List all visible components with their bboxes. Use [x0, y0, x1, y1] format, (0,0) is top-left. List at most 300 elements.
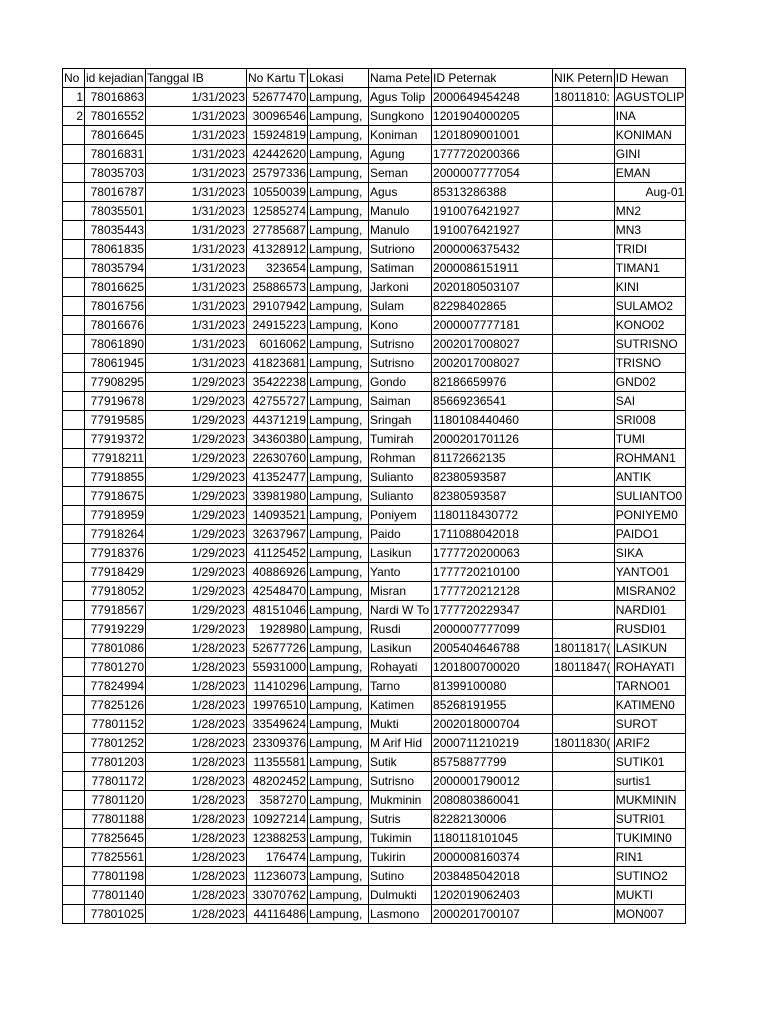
cell-tanggal-ib[interactable]: 1/29/2023 [146, 411, 247, 430]
cell-nik-peternak[interactable] [553, 677, 615, 696]
cell-id-peternak[interactable]: 2080803860041 [432, 791, 553, 810]
cell-tanggal-ib[interactable]: 1/31/2023 [146, 126, 247, 145]
cell-lokasi[interactable]: Lampung, [308, 373, 369, 392]
cell-no-kartu[interactable]: 33549624 [247, 715, 308, 734]
cell-id-hewan[interactable]: SULIANTO0 [614, 487, 685, 506]
cell-nama-peternak[interactable]: Mukti [369, 715, 432, 734]
cell-id-hewan[interactable]: ROHAYATI [614, 658, 685, 677]
cell-no-kartu[interactable]: 3587270 [247, 791, 308, 810]
cell-id-hewan[interactable]: RUSDI01 [614, 620, 685, 639]
cell-lokasi[interactable]: Lampung, [308, 354, 369, 373]
cell-no-kartu[interactable]: 11355581 [247, 753, 308, 772]
cell-id-kejadian[interactable]: 78016552 [85, 107, 146, 126]
cell-no-kartu[interactable]: 41328912 [247, 240, 308, 259]
cell-nama-peternak[interactable]: Katimen [369, 696, 432, 715]
cell-no-kartu[interactable]: 42548470 [247, 582, 308, 601]
cell-id-peternak[interactable]: 2000649454248 [432, 88, 553, 107]
cell-no[interactable] [63, 145, 85, 164]
cell-nik-peternak[interactable] [553, 810, 615, 829]
cell-id-hewan[interactable]: ROHMAN1 [614, 449, 685, 468]
cell-nik-peternak[interactable] [553, 867, 615, 886]
cell-id-kejadian[interactable]: 78016863 [85, 88, 146, 107]
cell-no[interactable] [63, 639, 85, 658]
cell-no-kartu[interactable]: 10550039 [247, 183, 308, 202]
cell-id-kejadian[interactable]: 78061835 [85, 240, 146, 259]
cell-nik-peternak[interactable] [553, 487, 615, 506]
cell-id-peternak[interactable]: 1711088042018 [432, 525, 553, 544]
cell-id-peternak[interactable]: 85268191955 [432, 696, 553, 715]
cell-id-peternak[interactable]: 1777720200063 [432, 544, 553, 563]
cell-nik-peternak[interactable] [553, 145, 615, 164]
cell-no-kartu[interactable]: 6016062 [247, 335, 308, 354]
cell-id-hewan[interactable]: KINI [614, 278, 685, 297]
cell-no-kartu[interactable]: 48202452 [247, 772, 308, 791]
cell-no-kartu[interactable]: 11236073 [247, 867, 308, 886]
cell-no-kartu[interactable]: 323654 [247, 259, 308, 278]
cell-no-kartu[interactable]: 14093521 [247, 506, 308, 525]
cell-lokasi[interactable]: Lampung, [308, 107, 369, 126]
cell-no[interactable] [63, 563, 85, 582]
cell-nama-peternak[interactable]: Sungkono [369, 107, 432, 126]
cell-lokasi[interactable]: Lampung, [308, 335, 369, 354]
cell-no[interactable] [63, 658, 85, 677]
cell-id-peternak[interactable]: 1202019062403 [432, 886, 553, 905]
cell-tanggal-ib[interactable]: 1/28/2023 [146, 734, 247, 753]
cell-id-peternak[interactable]: 82380593587 [432, 468, 553, 487]
cell-id-kejadian[interactable]: 77801198 [85, 867, 146, 886]
cell-tanggal-ib[interactable]: 1/29/2023 [146, 392, 247, 411]
cell-no[interactable] [63, 715, 85, 734]
cell-no[interactable]: 2 [63, 107, 85, 126]
cell-lokasi[interactable]: Lampung, [308, 316, 369, 335]
cell-lokasi[interactable]: Lampung, [308, 126, 369, 145]
cell-nama-peternak[interactable]: Sutrisno [369, 354, 432, 373]
cell-no[interactable] [63, 791, 85, 810]
cell-tanggal-ib[interactable]: 1/29/2023 [146, 601, 247, 620]
cell-tanggal-ib[interactable]: 1/31/2023 [146, 202, 247, 221]
cell-tanggal-ib[interactable]: 1/31/2023 [146, 164, 247, 183]
cell-id-hewan[interactable]: GINI [614, 145, 685, 164]
cell-id-hewan[interactable]: SIKA [614, 544, 685, 563]
cell-id-hewan[interactable]: TUMI [614, 430, 685, 449]
cell-nama-peternak[interactable]: Sutris [369, 810, 432, 829]
cell-id-kejadian[interactable]: 77801252 [85, 734, 146, 753]
cell-lokasi[interactable]: Lampung, [308, 525, 369, 544]
cell-id-kejadian[interactable]: 77918211 [85, 449, 146, 468]
cell-id-kejadian[interactable]: 77918264 [85, 525, 146, 544]
cell-id-hewan[interactable]: SUTIK01 [614, 753, 685, 772]
cell-tanggal-ib[interactable]: 1/31/2023 [146, 240, 247, 259]
cell-no-kartu[interactable]: 10927214 [247, 810, 308, 829]
cell-id-hewan[interactable]: surtis1 [614, 772, 685, 791]
cell-tanggal-ib[interactable]: 1/31/2023 [146, 354, 247, 373]
cell-id-peternak[interactable]: 1777720212128 [432, 582, 553, 601]
cell-no[interactable] [63, 506, 85, 525]
cell-no-kartu[interactable]: 176474 [247, 848, 308, 867]
cell-nik-peternak[interactable] [553, 183, 615, 202]
cell-id-peternak[interactable]: 2000201700107 [432, 905, 553, 924]
cell-id-hewan[interactable]: TUKIMIN0 [614, 829, 685, 848]
cell-no-kartu[interactable]: 40886926 [247, 563, 308, 582]
cell-no[interactable]: 1 [63, 88, 85, 107]
cell-id-peternak[interactable]: 2000201701126 [432, 430, 553, 449]
cell-nik-peternak[interactable] [553, 354, 615, 373]
header-no-kartu[interactable]: No Kartu T [247, 69, 308, 88]
cell-no-kartu[interactable]: 35422238 [247, 373, 308, 392]
cell-id-hewan[interactable]: SUTINO2 [614, 867, 685, 886]
cell-id-kejadian[interactable]: 78016625 [85, 278, 146, 297]
cell-tanggal-ib[interactable]: 1/31/2023 [146, 183, 247, 202]
cell-no[interactable] [63, 601, 85, 620]
cell-no-kartu[interactable]: 44116486 [247, 905, 308, 924]
cell-no-kartu[interactable]: 41352477 [247, 468, 308, 487]
cell-id-kejadian[interactable]: 78035703 [85, 164, 146, 183]
header-no[interactable]: No [63, 69, 85, 88]
cell-lokasi[interactable]: Lampung, [308, 221, 369, 240]
cell-lokasi[interactable]: Lampung, [308, 829, 369, 848]
cell-id-peternak[interactable]: 1910076421927 [432, 221, 553, 240]
cell-lokasi[interactable]: Lampung, [308, 563, 369, 582]
cell-nik-peternak[interactable] [553, 202, 615, 221]
cell-lokasi[interactable]: Lampung, [308, 620, 369, 639]
cell-id-hewan[interactable]: TARNO01 [614, 677, 685, 696]
cell-id-peternak[interactable]: 2002017008027 [432, 335, 553, 354]
cell-id-hewan[interactable]: NARDI01 [614, 601, 685, 620]
cell-nik-peternak[interactable] [553, 278, 615, 297]
cell-id-hewan[interactable]: PONIYEM0 [614, 506, 685, 525]
cell-no[interactable] [63, 221, 85, 240]
cell-id-kejadian[interactable]: 78035501 [85, 202, 146, 221]
cell-nama-peternak[interactable]: Seman [369, 164, 432, 183]
cell-id-kejadian[interactable]: 78016787 [85, 183, 146, 202]
cell-nama-peternak[interactable]: Sutik [369, 753, 432, 772]
cell-nik-peternak[interactable] [553, 373, 615, 392]
cell-no[interactable] [63, 753, 85, 772]
cell-nik-peternak[interactable] [553, 620, 615, 639]
cell-tanggal-ib[interactable]: 1/28/2023 [146, 810, 247, 829]
header-id-kejadian[interactable]: id kejadian [85, 69, 146, 88]
cell-no[interactable] [63, 259, 85, 278]
cell-id-kejadian[interactable]: 77919585 [85, 411, 146, 430]
cell-no[interactable] [63, 544, 85, 563]
cell-id-peternak[interactable]: 1201904000205 [432, 107, 553, 126]
cell-nik-peternak[interactable] [553, 297, 615, 316]
cell-nik-peternak[interactable] [553, 848, 615, 867]
cell-tanggal-ib[interactable]: 1/28/2023 [146, 696, 247, 715]
cell-id-hewan[interactable]: TIMAN1 [614, 259, 685, 278]
cell-tanggal-ib[interactable]: 1/28/2023 [146, 677, 247, 696]
cell-tanggal-ib[interactable]: 1/31/2023 [146, 335, 247, 354]
cell-lokasi[interactable]: Lampung, [308, 867, 369, 886]
cell-tanggal-ib[interactable]: 1/29/2023 [146, 487, 247, 506]
cell-id-kejadian[interactable]: 77918052 [85, 582, 146, 601]
cell-id-peternak[interactable]: 2000008160374 [432, 848, 553, 867]
cell-id-peternak[interactable]: 85313286388 [432, 183, 553, 202]
cell-tanggal-ib[interactable]: 1/31/2023 [146, 107, 247, 126]
cell-tanggal-ib[interactable]: 1/28/2023 [146, 791, 247, 810]
cell-id-hewan[interactable]: Aug-01 [614, 183, 685, 202]
cell-no-kartu[interactable]: 44371219 [247, 411, 308, 430]
cell-id-peternak[interactable]: 82380593587 [432, 487, 553, 506]
cell-lokasi[interactable]: Lampung, [308, 886, 369, 905]
cell-tanggal-ib[interactable]: 1/31/2023 [146, 259, 247, 278]
cell-tanggal-ib[interactable]: 1/29/2023 [146, 525, 247, 544]
cell-no[interactable] [63, 392, 85, 411]
cell-tanggal-ib[interactable]: 1/28/2023 [146, 753, 247, 772]
cell-id-hewan[interactable]: MUKMININ [614, 791, 685, 810]
cell-tanggal-ib[interactable]: 1/31/2023 [146, 278, 247, 297]
cell-id-hewan[interactable]: SUTRI01 [614, 810, 685, 829]
cell-lokasi[interactable]: Lampung, [308, 297, 369, 316]
cell-id-kejadian[interactable]: 78061890 [85, 335, 146, 354]
cell-nik-peternak[interactable] [553, 582, 615, 601]
cell-id-hewan[interactable]: EMAN [614, 164, 685, 183]
cell-id-peternak[interactable]: 2002018000704 [432, 715, 553, 734]
cell-nik-peternak[interactable] [553, 316, 615, 335]
cell-nama-peternak[interactable]: Rohayati [369, 658, 432, 677]
cell-id-peternak[interactable]: 82298402865 [432, 297, 553, 316]
cell-id-kejadian[interactable]: 77801086 [85, 639, 146, 658]
cell-tanggal-ib[interactable]: 1/28/2023 [146, 639, 247, 658]
cell-lokasi[interactable]: Lampung, [308, 791, 369, 810]
cell-tanggal-ib[interactable]: 1/29/2023 [146, 373, 247, 392]
cell-nama-peternak[interactable]: Manulo [369, 221, 432, 240]
cell-id-hewan[interactable]: SAI [614, 392, 685, 411]
cell-no-kartu[interactable]: 41823681 [247, 354, 308, 373]
cell-nama-peternak[interactable]: Sutino [369, 867, 432, 886]
cell-lokasi[interactable]: Lampung, [308, 905, 369, 924]
cell-lokasi[interactable]: Lampung, [308, 658, 369, 677]
cell-no-kartu[interactable]: 52677470 [247, 88, 308, 107]
cell-nik-peternak[interactable] [553, 715, 615, 734]
cell-no[interactable] [63, 278, 85, 297]
cell-nama-peternak[interactable]: Nardi W To [369, 601, 432, 620]
cell-nama-peternak[interactable]: Saiman [369, 392, 432, 411]
cell-no[interactable] [63, 183, 85, 202]
cell-id-hewan[interactable]: YANTO01 [614, 563, 685, 582]
cell-lokasi[interactable]: Lampung, [308, 202, 369, 221]
cell-no-kartu[interactable]: 27785687 [247, 221, 308, 240]
cell-no-kartu[interactable]: 11410296 [247, 677, 308, 696]
cell-no-kartu[interactable]: 30096546 [247, 107, 308, 126]
cell-no-kartu[interactable]: 41125452 [247, 544, 308, 563]
cell-id-peternak[interactable]: 1201800700020 [432, 658, 553, 677]
cell-nik-peternak[interactable] [553, 829, 615, 848]
cell-no[interactable] [63, 468, 85, 487]
cell-id-hewan[interactable]: ARIF2 [614, 734, 685, 753]
cell-lokasi[interactable]: Lampung, [308, 487, 369, 506]
cell-id-hewan[interactable]: KATIMEN0 [614, 696, 685, 715]
cell-id-hewan[interactable]: TRIDI [614, 240, 685, 259]
cell-no[interactable] [63, 810, 85, 829]
cell-nama-peternak[interactable]: M Arif Hid [369, 734, 432, 753]
header-id-hewan[interactable]: ID Hewan [614, 69, 685, 88]
cell-nama-peternak[interactable]: Manulo [369, 202, 432, 221]
cell-nama-peternak[interactable]: Jarkoni [369, 278, 432, 297]
cell-nama-peternak[interactable]: Lasikun [369, 544, 432, 563]
cell-no-kartu[interactable]: 22630760 [247, 449, 308, 468]
cell-id-peternak[interactable]: 1910076421927 [432, 202, 553, 221]
cell-id-kejadian[interactable]: 77801140 [85, 886, 146, 905]
cell-id-hewan[interactable]: AGUSTOLIP [614, 88, 685, 107]
cell-id-hewan[interactable]: RIN1 [614, 848, 685, 867]
cell-nama-peternak[interactable]: Agung [369, 145, 432, 164]
cell-tanggal-ib[interactable]: 1/31/2023 [146, 88, 247, 107]
cell-id-peternak[interactable]: 1777720210100 [432, 563, 553, 582]
cell-no-kartu[interactable]: 25886573 [247, 278, 308, 297]
cell-no-kartu[interactable]: 19976510 [247, 696, 308, 715]
cell-tanggal-ib[interactable]: 1/31/2023 [146, 145, 247, 164]
cell-id-peternak[interactable]: 2038485042018 [432, 867, 553, 886]
cell-nama-peternak[interactable]: Tumirah [369, 430, 432, 449]
cell-id-peternak[interactable]: 82186659976 [432, 373, 553, 392]
cell-lokasi[interactable]: Lampung, [308, 468, 369, 487]
cell-nik-peternak[interactable] [553, 905, 615, 924]
cell-no-kartu[interactable]: 12388253 [247, 829, 308, 848]
cell-no-kartu[interactable]: 33981980 [247, 487, 308, 506]
cell-nik-peternak[interactable] [553, 335, 615, 354]
cell-lokasi[interactable]: Lampung, [308, 259, 369, 278]
cell-tanggal-ib[interactable]: 1/29/2023 [146, 430, 247, 449]
cell-id-kejadian[interactable]: 77918855 [85, 468, 146, 487]
cell-lokasi[interactable]: Lampung, [308, 164, 369, 183]
cell-no[interactable] [63, 297, 85, 316]
cell-lokasi[interactable]: Lampung, [308, 715, 369, 734]
header-tanggal-ib[interactable]: Tanggal IB [146, 69, 247, 88]
cell-tanggal-ib[interactable]: 1/29/2023 [146, 468, 247, 487]
cell-nama-peternak[interactable]: Sutriono [369, 240, 432, 259]
cell-id-peternak[interactable]: 1777720200366 [432, 145, 553, 164]
cell-no[interactable] [63, 677, 85, 696]
cell-lokasi[interactable]: Lampung, [308, 430, 369, 449]
cell-nik-peternak[interactable] [553, 126, 615, 145]
cell-nik-peternak[interactable] [553, 886, 615, 905]
cell-id-kejadian[interactable]: 78016645 [85, 126, 146, 145]
cell-nama-peternak[interactable]: Gondo [369, 373, 432, 392]
cell-id-peternak[interactable]: 81172662135 [432, 449, 553, 468]
cell-id-peternak[interactable]: 2000007777099 [432, 620, 553, 639]
cell-id-peternak[interactable]: 81399100080 [432, 677, 553, 696]
cell-nama-peternak[interactable]: Tukirin [369, 848, 432, 867]
cell-nik-peternak[interactable] [553, 392, 615, 411]
cell-nama-peternak[interactable]: Sringah [369, 411, 432, 430]
cell-no[interactable] [63, 335, 85, 354]
cell-nama-peternak[interactable]: Misran [369, 582, 432, 601]
cell-tanggal-ib[interactable]: 1/29/2023 [146, 620, 247, 639]
cell-id-kejadian[interactable]: 77801203 [85, 753, 146, 772]
header-lokasi[interactable]: Lokasi [308, 69, 369, 88]
cell-id-kejadian[interactable]: 77918675 [85, 487, 146, 506]
cell-no[interactable] [63, 487, 85, 506]
cell-no[interactable] [63, 373, 85, 392]
cell-no[interactable] [63, 734, 85, 753]
cell-id-hewan[interactable]: MON007 [614, 905, 685, 924]
cell-id-kejadian[interactable]: 77918959 [85, 506, 146, 525]
cell-nik-peternak[interactable] [553, 506, 615, 525]
cell-nama-peternak[interactable]: Koniman [369, 126, 432, 145]
cell-no[interactable] [63, 696, 85, 715]
cell-id-kejadian[interactable]: 78035794 [85, 259, 146, 278]
cell-lokasi[interactable]: Lampung, [308, 145, 369, 164]
cell-nama-peternak[interactable]: Sutrisno [369, 772, 432, 791]
cell-id-kejadian[interactable]: 78061945 [85, 354, 146, 373]
cell-id-hewan[interactable]: LASIKUN [614, 639, 685, 658]
cell-no[interactable] [63, 240, 85, 259]
cell-id-hewan[interactable]: KONIMAN [614, 126, 685, 145]
cell-no[interactable] [63, 126, 85, 145]
cell-id-hewan[interactable]: SULAMO2 [614, 297, 685, 316]
cell-no-kartu[interactable]: 23309376 [247, 734, 308, 753]
cell-nik-peternak[interactable] [553, 221, 615, 240]
cell-nama-peternak[interactable]: Lasmono [369, 905, 432, 924]
cell-nama-peternak[interactable]: Sulam [369, 297, 432, 316]
cell-id-hewan[interactable]: GND02 [614, 373, 685, 392]
cell-id-kejadian[interactable]: 77918567 [85, 601, 146, 620]
cell-id-kejadian[interactable]: 77919229 [85, 620, 146, 639]
cell-lokasi[interactable]: Lampung, [308, 734, 369, 753]
cell-id-peternak[interactable]: 2000007777054 [432, 164, 553, 183]
cell-id-kejadian[interactable]: 77918376 [85, 544, 146, 563]
cell-lokasi[interactable]: Lampung, [308, 88, 369, 107]
cell-id-kejadian[interactable]: 77801270 [85, 658, 146, 677]
cell-tanggal-ib[interactable]: 1/31/2023 [146, 316, 247, 335]
cell-no-kartu[interactable]: 12585274 [247, 202, 308, 221]
cell-nama-peternak[interactable]: Rohman [369, 449, 432, 468]
cell-nama-peternak[interactable]: Satiman [369, 259, 432, 278]
cell-nik-peternak[interactable] [553, 164, 615, 183]
cell-tanggal-ib[interactable]: 1/29/2023 [146, 544, 247, 563]
header-id-peternak[interactable]: ID Peternak [432, 69, 553, 88]
cell-id-peternak[interactable]: 82282130006 [432, 810, 553, 829]
cell-lokasi[interactable]: Lampung, [308, 677, 369, 696]
cell-id-peternak[interactable]: 85669236541 [432, 392, 553, 411]
cell-id-hewan[interactable]: SUTRISNO [614, 335, 685, 354]
cell-id-peternak[interactable]: 2020180503107 [432, 278, 553, 297]
cell-tanggal-ib[interactable]: 1/28/2023 [146, 772, 247, 791]
cell-no[interactable] [63, 886, 85, 905]
cell-tanggal-ib[interactable]: 1/29/2023 [146, 449, 247, 468]
cell-id-hewan[interactable]: SRI008 [614, 411, 685, 430]
cell-nama-peternak[interactable]: Yanto [369, 563, 432, 582]
cell-no-kartu[interactable]: 15924819 [247, 126, 308, 145]
cell-no-kartu[interactable]: 33070762 [247, 886, 308, 905]
cell-nama-peternak[interactable]: Dulmukti [369, 886, 432, 905]
cell-tanggal-ib[interactable]: 1/28/2023 [146, 867, 247, 886]
cell-nik-peternak[interactable] [553, 753, 615, 772]
cell-no-kartu[interactable]: 34360380 [247, 430, 308, 449]
cell-tanggal-ib[interactable]: 1/29/2023 [146, 506, 247, 525]
header-nik-peternak[interactable]: NIK Petern [553, 69, 615, 88]
cell-no-kartu[interactable]: 32637967 [247, 525, 308, 544]
cell-no-kartu[interactable]: 55931000 [247, 658, 308, 677]
cell-no-kartu[interactable]: 1928980 [247, 620, 308, 639]
cell-nama-peternak[interactable]: Tukimin [369, 829, 432, 848]
cell-nama-peternak[interactable]: Lasikun [369, 639, 432, 658]
cell-lokasi[interactable]: Lampung, [308, 411, 369, 430]
cell-id-kejadian[interactable]: 77918429 [85, 563, 146, 582]
cell-id-peternak[interactable]: 1180118101045 [432, 829, 553, 848]
cell-id-peternak[interactable]: 1777720229347 [432, 601, 553, 620]
cell-no-kartu[interactable]: 42442620 [247, 145, 308, 164]
cell-id-peternak[interactable]: 2002017008027 [432, 354, 553, 373]
cell-nama-peternak[interactable]: Rusdi [369, 620, 432, 639]
cell-lokasi[interactable]: Lampung, [308, 639, 369, 658]
cell-tanggal-ib[interactable]: 1/31/2023 [146, 297, 247, 316]
cell-nik-peternak[interactable]: 18011817( [553, 639, 615, 658]
cell-tanggal-ib[interactable]: 1/29/2023 [146, 563, 247, 582]
cell-lokasi[interactable]: Lampung, [308, 582, 369, 601]
cell-id-hewan[interactable]: SUROT [614, 715, 685, 734]
